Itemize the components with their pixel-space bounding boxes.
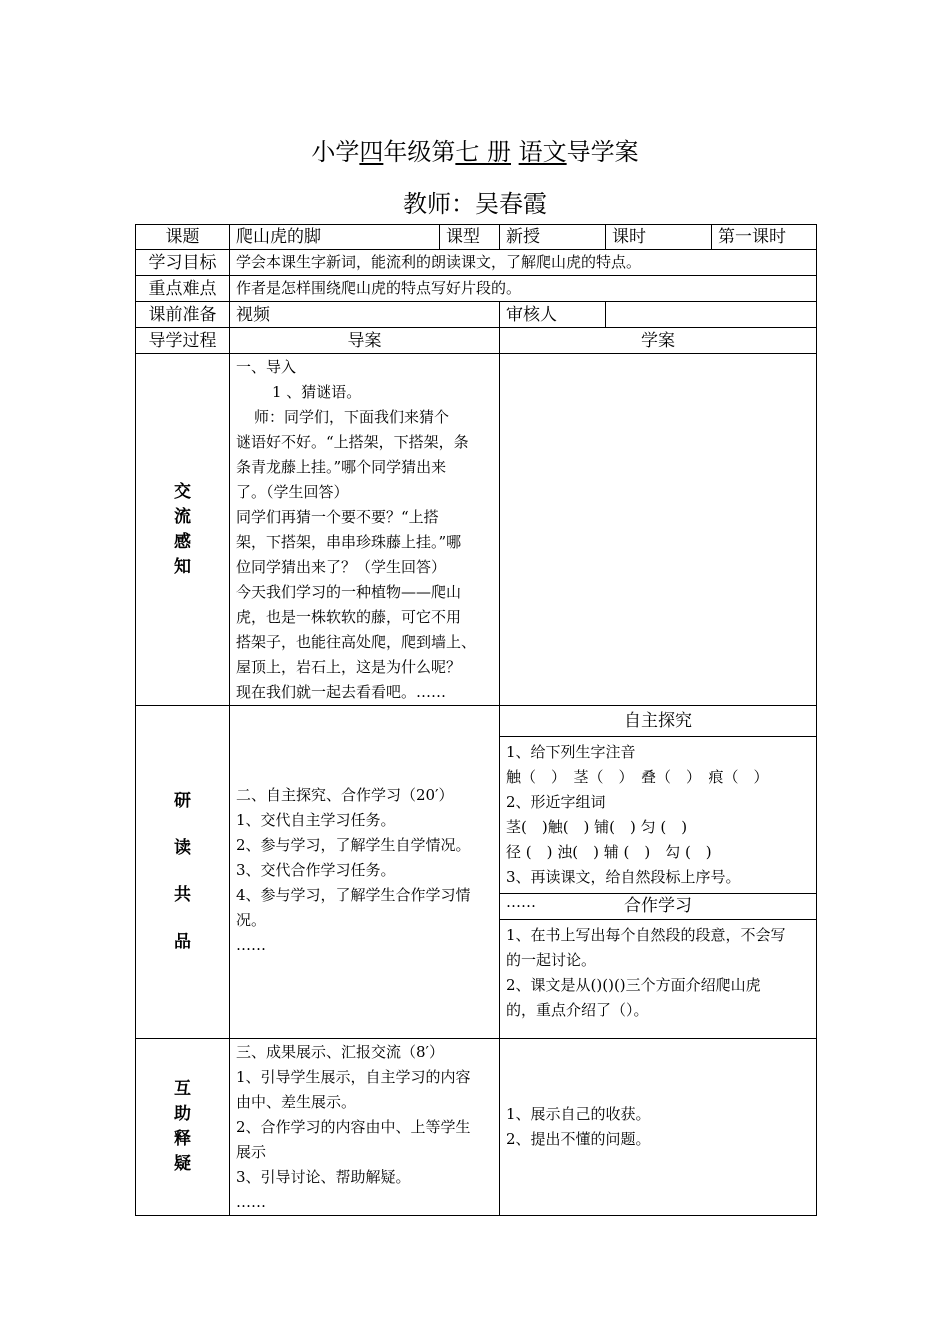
guide-header: 导案 xyxy=(230,328,500,354)
coop-study-line: 2、课文是从()()()三个方面介绍爬山虎 xyxy=(506,976,761,994)
side-char: 互 xyxy=(174,1079,191,1099)
prep-label: 课前准备 xyxy=(136,302,230,328)
period-label: 课时 xyxy=(606,225,712,250)
prep-value: 视频 xyxy=(230,302,500,328)
title-part: 小学 xyxy=(311,138,360,166)
type-value: 新授 xyxy=(500,225,606,250)
guide-line: 1 、猜谜语。 xyxy=(272,383,362,401)
study-section-3 xyxy=(500,1039,817,1216)
teacher-name: 教师：吴春霞 xyxy=(403,190,547,218)
self-study-line: …… xyxy=(506,893,536,911)
coop-study-content xyxy=(500,920,816,1026)
title-subject: 语文 xyxy=(518,138,567,166)
guide-line: 2、合作学习的内容由中、上等学生 xyxy=(236,1118,471,1136)
guide-line: 二、自主探究、合作学习（20′） xyxy=(236,786,454,804)
topic-value: 爬山虎的脚 xyxy=(230,225,440,250)
guide-line: 3、交代合作学习任务。 xyxy=(236,861,396,879)
coop-study-line: 的，重点介绍了（）。 xyxy=(506,1001,649,1019)
study-line: 1、展示自己的收获。 xyxy=(506,1105,651,1123)
side-char: 感 xyxy=(174,531,191,552)
study-section-1 xyxy=(500,354,817,706)
focus-value: 作者是怎样围绕爬山虎的特点写好片段的。 xyxy=(230,276,817,302)
self-study-line: 茎( )触( ) 铺( ) 匀 ( ) xyxy=(506,818,688,836)
coop-study-title: 合作学习 xyxy=(500,894,816,920)
side-char: 研 xyxy=(174,791,191,811)
coop-study-line: 1、在书上写出每个自然段的段意，不会写 xyxy=(506,926,786,944)
period-value: 第一课时 xyxy=(712,225,817,250)
title-grade: 四 xyxy=(359,138,384,166)
guide-line: 今天我们学习的一种植物——爬山 xyxy=(236,583,462,601)
guide-line: 3、引导讨论、帮助解疑。 xyxy=(236,1168,411,1186)
side-char: 品 xyxy=(174,932,191,952)
guide-line: 搭架子，也能往高处爬，爬到墙上、 xyxy=(236,633,477,651)
guide-line: 1、引导学生展示，自主学习的内容 xyxy=(236,1068,471,1086)
guide-section-3 xyxy=(230,1039,500,1216)
section-label-help xyxy=(136,1039,230,1216)
reviewer-label: 审核人 xyxy=(500,302,606,328)
process-label: 导学过程 xyxy=(136,328,230,354)
self-study-line: 1、给下列生字注音 xyxy=(506,743,636,761)
section-label-study xyxy=(136,706,230,1039)
side-char: 读 xyxy=(174,838,191,858)
guide-line: …… xyxy=(236,936,266,954)
side-char: 知 xyxy=(174,556,191,577)
self-study-line: 2、形近字组词 xyxy=(506,793,606,811)
guide-line: 虎，也是一株软软的藤，可它不用 xyxy=(236,608,462,626)
self-study-line: 径 ( ) 浊( ) 辅 ( ) 勾 ( ) xyxy=(506,843,712,861)
document-title xyxy=(0,132,950,167)
title-volume: 七 册 xyxy=(455,138,511,166)
section-label-exchange xyxy=(136,354,230,706)
side-char: 释 xyxy=(174,1129,191,1149)
guide-line: 了。（学生回答） xyxy=(236,483,349,501)
self-study-line: 触（ ） 茎（ ） 叠（ ） 痕（ ） xyxy=(506,768,769,786)
guide-line: 条青龙藤上挂。”哪个同学猜出来 xyxy=(236,458,447,476)
guide-line: 现在我们就一起去看看吧。…… xyxy=(236,683,447,701)
guide-line: 三、成果展示、汇报交流（8′） xyxy=(236,1043,444,1061)
guide-line: 架，下搭架，串串珍珠藤上挂。”哪 xyxy=(236,533,462,551)
side-char: 疑 xyxy=(174,1154,191,1174)
guide-line: 由中、差生展示。 xyxy=(236,1093,357,1111)
guide-line: 谜语好不好。“上搭架，下搭架，条 xyxy=(236,433,469,451)
guide-section-2 xyxy=(230,706,500,1039)
guide-line: 2、参与学习，了解学生自学情况。 xyxy=(236,836,471,854)
guide-section-1 xyxy=(230,354,500,706)
guide-line: 同学们再猜一个要不要？“上搭 xyxy=(236,508,439,526)
side-char: 助 xyxy=(174,1104,191,1124)
guide-line: 4、参与学习，了解学生合作学习情 xyxy=(236,886,471,904)
guide-line: 一、导入 xyxy=(236,358,297,376)
side-char: 交 xyxy=(174,481,191,502)
self-study-line: 3、再读课文，给自然段标上序号。 xyxy=(506,868,741,886)
study-line: 2、提出不懂的问题。 xyxy=(506,1130,651,1148)
topic-label: 课题 xyxy=(136,225,230,250)
side-char: 流 xyxy=(174,506,191,527)
reviewer-value xyxy=(606,302,817,328)
guide-line: 况。 xyxy=(236,911,267,929)
guide-line: 位同学猜出来了？（学生回答） xyxy=(236,558,447,576)
focus-label: 重点难点 xyxy=(136,276,230,302)
guide-line: 展示 xyxy=(236,1143,267,1161)
goal-label: 学习目标 xyxy=(136,250,230,276)
guide-line: …… xyxy=(236,1193,266,1211)
title-part: 导学案 xyxy=(566,138,639,166)
guide-line: 师：同学们，下面我们来猜个 xyxy=(254,408,450,426)
title-part: 年级第 xyxy=(383,138,456,166)
guide-line: 屋顶上，岩石上，这是为什么呢？ xyxy=(236,658,462,676)
self-study-title: 自主探究 xyxy=(500,706,816,737)
guide-line: 1、交代自主学习任务。 xyxy=(236,811,396,829)
lesson-plan-table xyxy=(135,224,817,1216)
study-header: 学案 xyxy=(500,328,817,354)
type-label: 课型 xyxy=(440,225,500,250)
side-char: 共 xyxy=(174,885,191,905)
study-section-2 xyxy=(500,706,817,1039)
coop-study-line: 的一起讨论。 xyxy=(506,951,597,969)
goal-value: 学会本课生字新词，能流利的朗读课文，了解爬山虎的特点。 xyxy=(230,250,817,276)
title-part xyxy=(511,138,519,166)
